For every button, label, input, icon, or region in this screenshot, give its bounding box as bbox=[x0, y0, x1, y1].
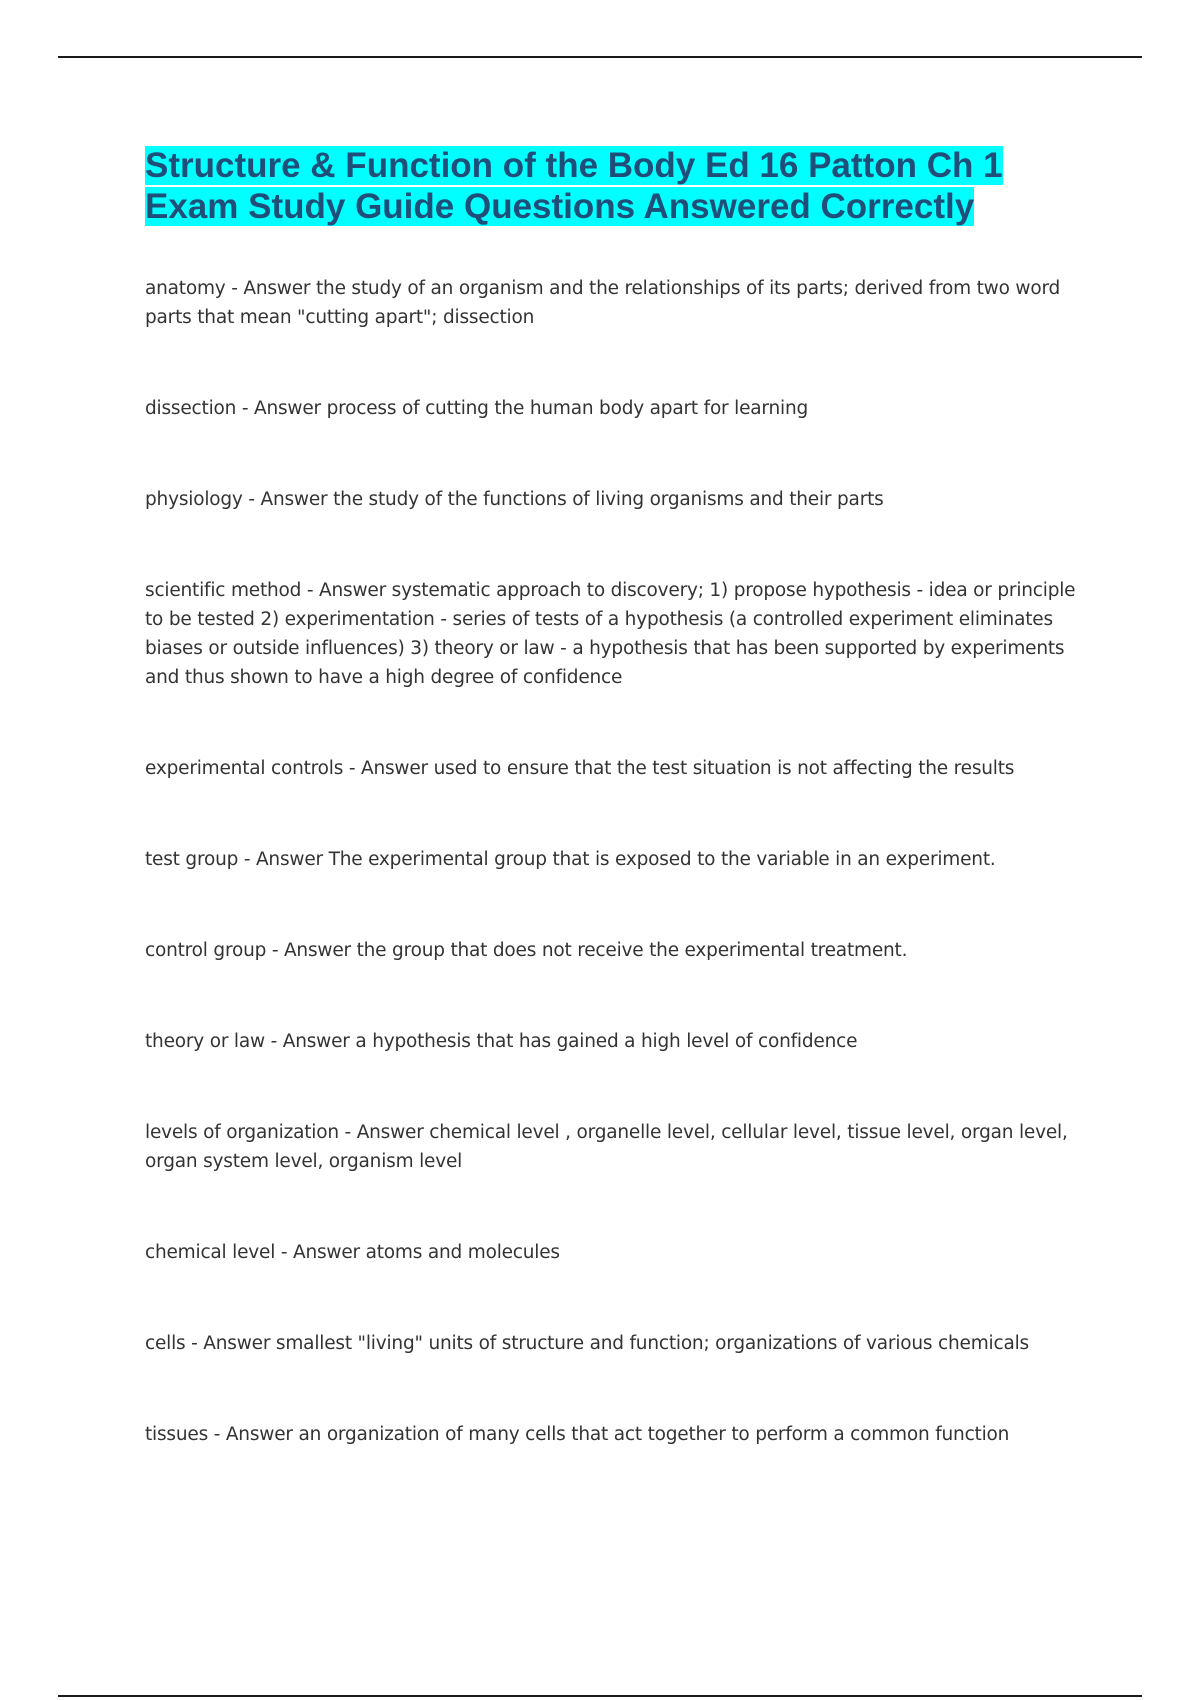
entry-dissection: dissection - Answer process of cutting the human body apart for learning bbox=[145, 398, 809, 419]
entry-scientific-method: scientific method - Answer systematic approach to discovery; 1) propose hypothesis - idea or principle to be tested 2) experimentation - series of tests of a hypothesis (a controlled experiment eliminates biases or outside influences) 3) theory or law - a hypothesis that has been supported by experiments and thus shown to have a high degree of confidence bbox=[145, 580, 1076, 688]
entry-cells: cells - Answer smallest "living" units of structure and function; organizations of various chemicals bbox=[145, 1333, 1029, 1354]
entry-control-group: control group - Answer the group that does not receive the experimental treatment. bbox=[145, 940, 908, 961]
entry-test-group: test group - Answer The experimental group that is exposed to the variable in an experiment. bbox=[145, 849, 996, 870]
entry-tissues: tissues - Answer an organization of many cells that act together to perform a common function bbox=[145, 1424, 1010, 1445]
entry-experimental-controls: experimental controls - Answer used to ensure that the test situation is not affecting the results bbox=[145, 758, 1015, 779]
title-text: Structure & Function of the Body Ed 16 Patton Ch 1 Exam Study Guide Questions Answered Correctly bbox=[145, 146, 1003, 226]
study-guide-entries bbox=[145, 274, 1095, 1511]
entry-levels-of-organization: levels of organization - Answer chemical level , organelle level, cellular level, tissue level, organ level, organ system level, organism level bbox=[145, 1122, 1068, 1172]
entry-chemical-level: chemical level - Answer atoms and molecules bbox=[145, 1242, 560, 1263]
entry-theory-or-law: theory or law - Answer a hypothesis that has gained a high level of confidence bbox=[145, 1031, 858, 1052]
footer-rule bbox=[58, 1695, 1142, 1697]
header-rule bbox=[58, 56, 1142, 58]
document-title bbox=[145, 145, 1075, 227]
entry-physiology: physiology - Answer the study of the functions of living organisms and their parts bbox=[145, 489, 884, 510]
entry-anatomy: anatomy - Answer the study of an organism and the relationships of its parts; derived from two word parts that mean "cutting apart"; dissection bbox=[145, 278, 1061, 328]
